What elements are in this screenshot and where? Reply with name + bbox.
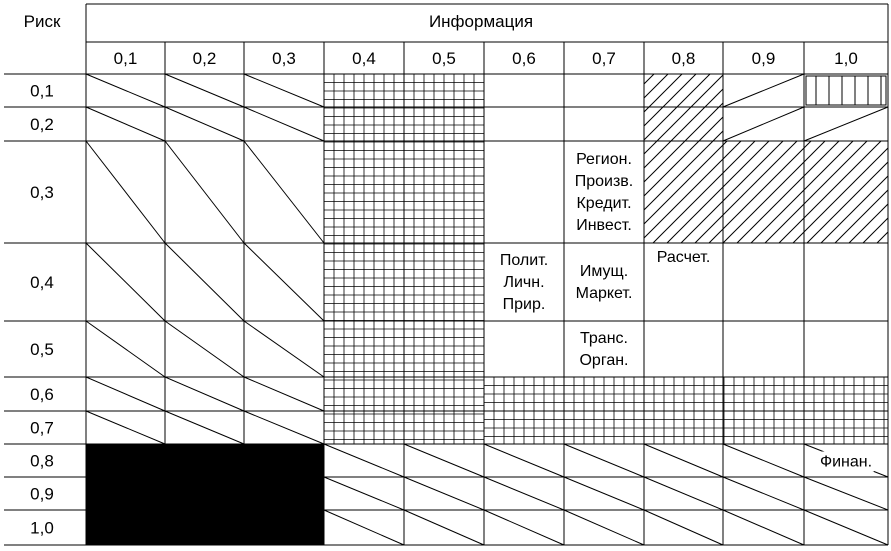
- diagonal-mark: [86, 377, 165, 411]
- diagonal-mark: [244, 141, 324, 243]
- diagonal-mark: [723, 74, 804, 107]
- row-label: 0,2: [30, 115, 54, 134]
- diagonal-mark: [723, 510, 804, 545]
- information-header: Информация: [428, 12, 534, 31]
- row-label: 0,4: [30, 273, 54, 292]
- column-label: 0,8: [671, 49, 696, 68]
- cell-annotation: Маркет.: [575, 285, 633, 302]
- cell-annotation: Инвест.: [576, 217, 632, 234]
- corner-label: Риск: [23, 12, 61, 31]
- cell-annotation: Расчет.: [656, 249, 711, 266]
- diagonal-mark: [86, 243, 165, 321]
- cell-annotation: Личн.: [503, 274, 545, 291]
- column-label: 1,0: [834, 49, 858, 68]
- cell-annotation: Транс.: [580, 330, 628, 347]
- cell-annotation: Кредит.: [576, 195, 632, 212]
- column-label: 0,2: [192, 49, 217, 68]
- diagonal-mark: [165, 377, 244, 411]
- diagonal-mark: [404, 444, 484, 477]
- diagonal-mark: [484, 444, 564, 477]
- diagonal-mark: [244, 377, 324, 411]
- column-label: 0,7: [592, 49, 616, 68]
- diagonal-mark: [165, 321, 244, 377]
- row-label: 1,0: [30, 518, 54, 538]
- diagonal-mark: [86, 141, 165, 243]
- row-label: 0,8: [30, 451, 54, 471]
- diagonal-mark: [165, 141, 244, 243]
- diagonal-mark: [564, 477, 644, 510]
- column-label: 0,1: [113, 49, 138, 68]
- column-label: 0,6: [512, 49, 536, 68]
- diagonal-mark: [644, 444, 723, 477]
- diagonal-mark: [165, 411, 244, 444]
- diagonal-mark: [484, 510, 564, 545]
- diagonal-mark: [244, 107, 324, 141]
- header: [24, 12, 858, 68]
- diagonal-mark: [324, 510, 404, 545]
- column-labels: [114, 49, 858, 68]
- column-label: 0,9: [751, 49, 776, 68]
- diagonal-mark: [723, 444, 804, 477]
- diagonal-mark: [404, 477, 484, 510]
- diagonal-mark: [165, 107, 244, 141]
- cell-annotation: Прир.: [502, 296, 546, 313]
- column-label: 0,3: [272, 49, 296, 68]
- diagonal-hatch-zone: [644, 141, 888, 243]
- row-label: 0,1: [30, 81, 54, 101]
- column-label: 0,5: [432, 49, 456, 68]
- row-label: 0,6: [30, 385, 54, 404]
- diagonal-mark: [324, 444, 404, 477]
- diagonal-mark: [644, 477, 723, 510]
- black-block: [86, 444, 324, 545]
- diagonal-mark: [86, 107, 165, 141]
- diagonal-mark: [244, 411, 324, 444]
- diagonal-mark: [723, 477, 804, 510]
- row-labels: [30, 82, 54, 538]
- diagonal-mark: [804, 477, 888, 510]
- column-label: 0,4: [352, 49, 376, 68]
- diagonal-mark: [804, 510, 888, 545]
- cell-annotation: Орган.: [579, 352, 629, 369]
- diagonal-mark: [86, 321, 165, 377]
- cell-annotation: Произв.: [574, 173, 634, 190]
- diagonal-mark: [244, 321, 324, 377]
- cell-annotation: Регион.: [576, 151, 632, 168]
- diagonal-mark: [564, 510, 644, 545]
- diagonal-mark: [244, 243, 324, 321]
- diagonal-mark: [244, 74, 324, 107]
- cell-annotation: Финан.: [819, 453, 873, 471]
- cell-annotation: Имущ.: [579, 263, 629, 280]
- row-label: 0,3: [30, 183, 54, 202]
- diagonal-mark: [86, 411, 165, 444]
- diagonal-mark: [324, 477, 404, 510]
- zones: [86, 74, 888, 545]
- row-label: 0,5: [30, 340, 54, 359]
- diagonal-mark: [86, 74, 165, 107]
- diagonal-mark: [165, 243, 244, 321]
- row-label: 0,7: [30, 418, 54, 438]
- diagonal-mark: [404, 510, 484, 545]
- diagonal-mark: [564, 444, 644, 477]
- diagonal-mark: [723, 107, 804, 141]
- cell-annotation: Полит.: [499, 252, 549, 269]
- diagonal-mark: [644, 510, 723, 545]
- diagonal-mark: [484, 477, 564, 510]
- row-label: 0,9: [30, 484, 54, 504]
- bar-frame: [806, 76, 886, 105]
- diagonal-mark: [804, 107, 888, 141]
- diagonal-mark: [165, 74, 244, 107]
